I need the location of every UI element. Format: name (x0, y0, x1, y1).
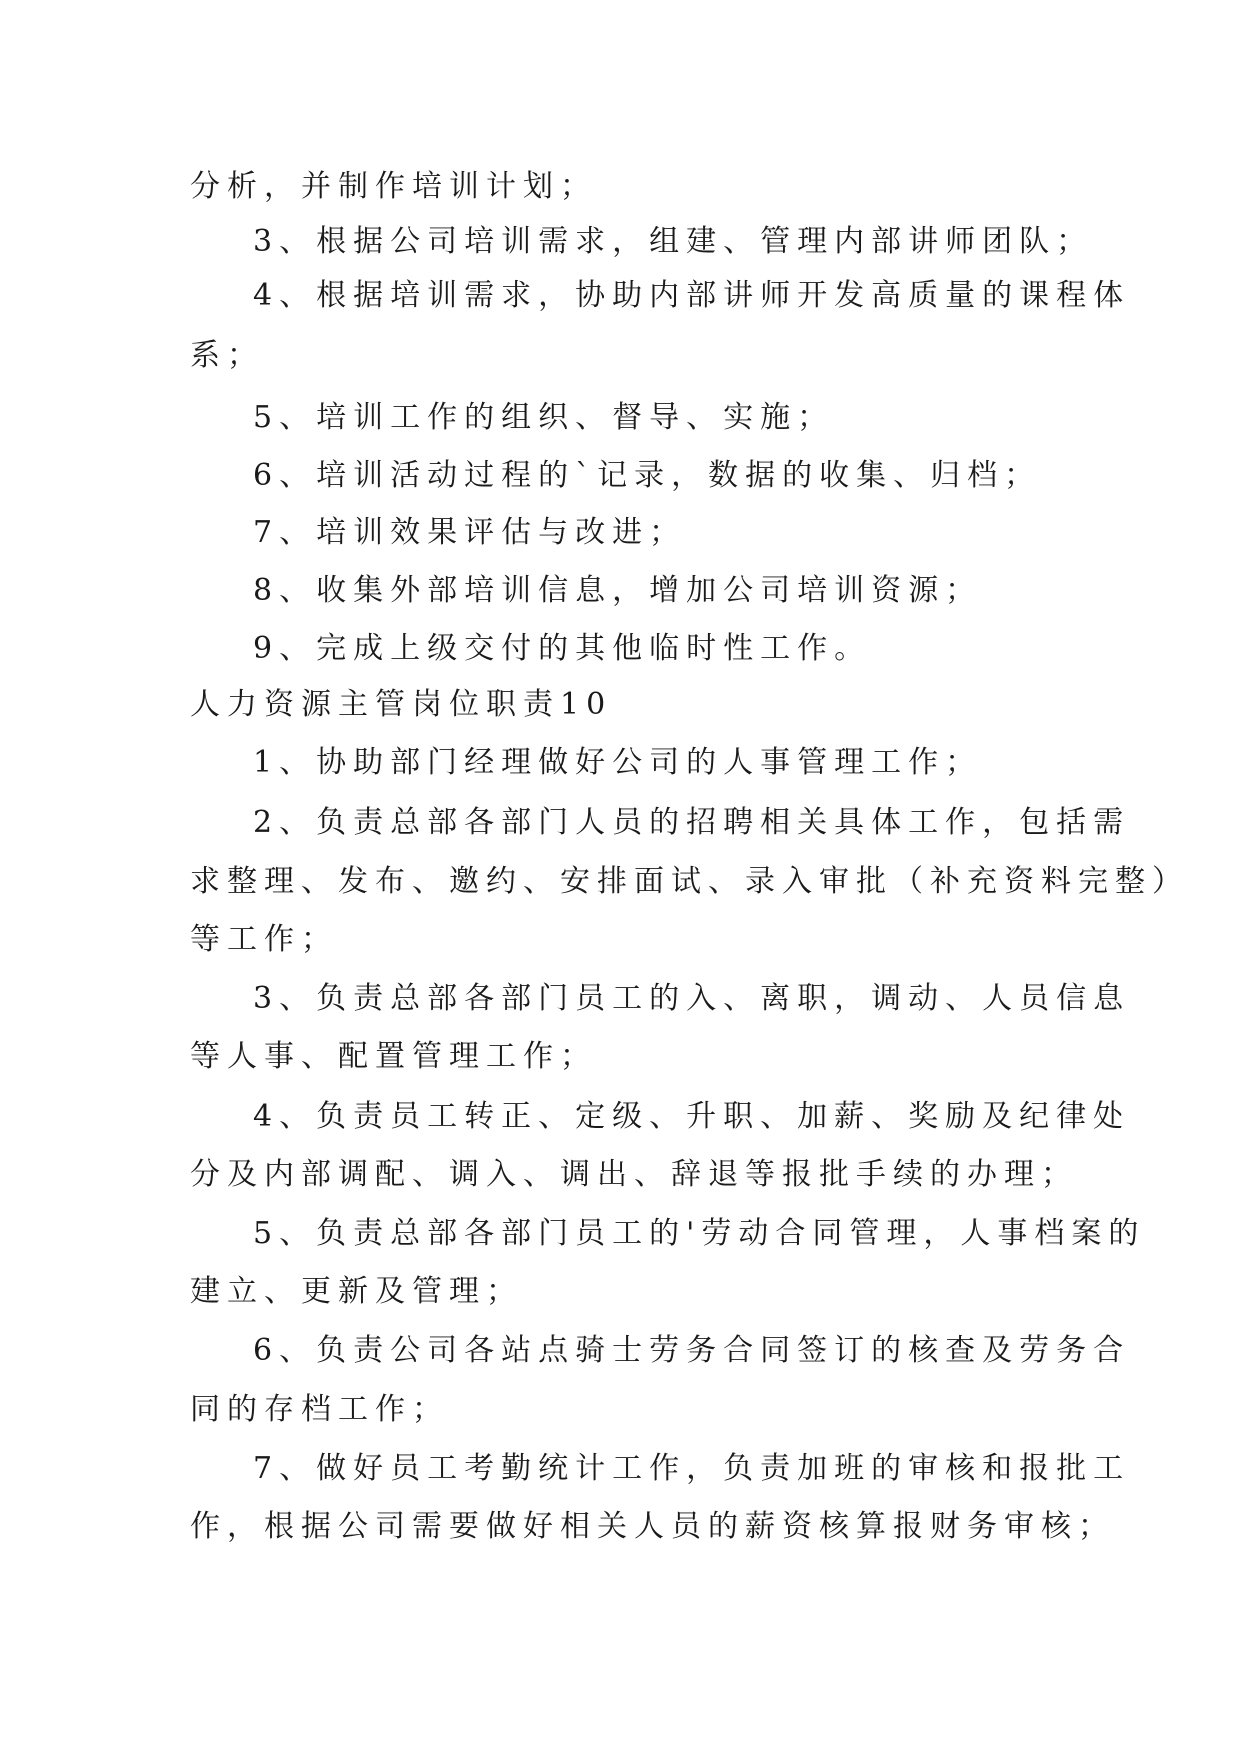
text-line: 7、培训效果评估与改进； (253, 515, 687, 550)
text-line: 同的存档工作； (190, 1392, 449, 1427)
text-line: 3、负责总部各部门员工的入、离职，调动、人员信息 (253, 981, 1131, 1016)
text-line: 3、根据公司培训需求，组建、管理内部讲师团队； (253, 224, 1094, 259)
text-line: 5、培训工作的组织、督导、实施； (253, 400, 835, 435)
text-line: 等人事、配置管理工作； (190, 1039, 597, 1074)
text-line: 分及内部调配、调入、调出、辞退等报批手续的办理； (190, 1157, 1078, 1192)
text-line: 系； (190, 338, 264, 373)
text-line: 等工作； (190, 922, 338, 957)
text-line: 作，根据公司需要做好相关人员的薪资核算报财务审核； (190, 1509, 1115, 1544)
text-line: 4、负责员工转正、定级、升职、加薪、奖励及纪律处 (253, 1099, 1131, 1134)
text-line: 求整理、发布、邀约、安排面试、录入审批（补充资料完整） (190, 864, 1189, 899)
text-line: 5、负责总部各部门员工的'劳动合同管理，人事档案的 (253, 1216, 1146, 1251)
text-line: 8、收集外部培训信息，增加公司培训资源； (253, 573, 983, 608)
text-line: 6、培训活动过程的`记录，数据的收集、归档； (253, 458, 1042, 493)
text-line: 7、做好员工考勤统计工作，负责加班的审核和报批工 (253, 1451, 1131, 1486)
text-line: 9、完成上级交付的其他临时性工作。 (253, 631, 872, 666)
text-line: 4、根据培训需求，协助内部讲师开发高质量的课程体 (253, 278, 1131, 313)
text-line: 1、协助部门经理做好公司的人事管理工作； (253, 745, 983, 780)
text-line: 2、负责总部各部门人员的招聘相关具体工作，包括需 (253, 805, 1131, 840)
text-line: 分析，并制作培训计划； (190, 169, 597, 204)
section-heading: 人力资源主管岗位职责10 (190, 687, 613, 722)
text-line: 6、负责公司各站点骑士劳务合同签订的核查及劳务合 (253, 1333, 1131, 1368)
text-line: 建立、更新及管理； (190, 1274, 523, 1309)
